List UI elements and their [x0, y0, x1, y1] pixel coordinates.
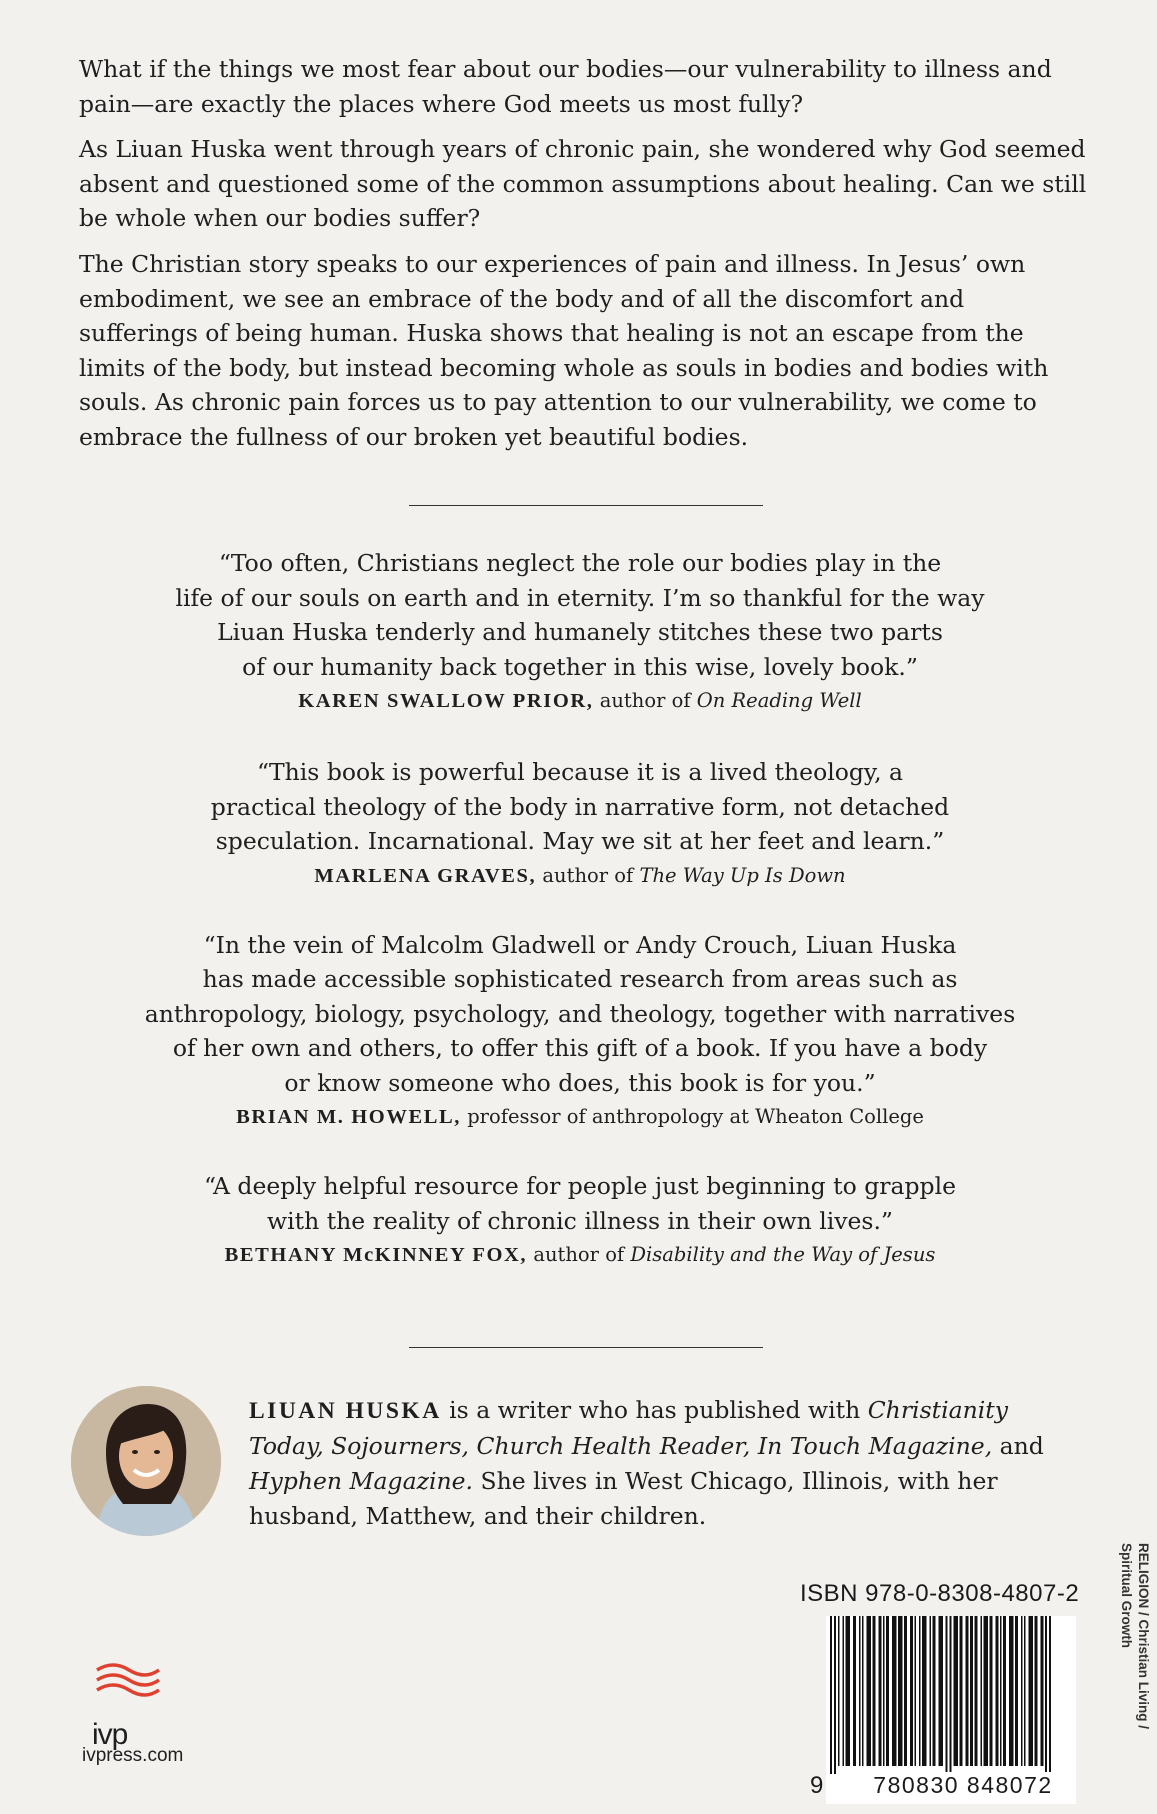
publisher-logo-text: ivp — [92, 1718, 128, 1751]
description — [79, 52, 1089, 466]
barcode-bar — [1041, 1616, 1044, 1766]
endorsement-quote: “In the vein of Malcolm Gladwell or Andy Crouch, Liuan Huska has made accessible sophisticated research from areas such as anthropology, biology, psychology, and theology, together with narratives of her own and others, to offer this gift of a book. If you have a body or know someone who does, this book is for you.” — [144, 930, 1016, 1097]
endorsement-attribution: BETHANY McKINNEY FOX, author of Disability and the Way of Jesus — [224, 1243, 936, 1266]
barcode-bar — [1024, 1616, 1026, 1766]
publications: Christianity Today, Sojourners, Church Health Reader, In Touch Magazine, — [249, 1396, 1008, 1460]
barcode-bar — [946, 1616, 948, 1774]
endorsement — [120, 755, 1040, 891]
endorser-book: The Way Up Is Down — [639, 863, 846, 887]
barcode-bar — [1003, 1616, 1006, 1766]
barcode-bar — [933, 1616, 936, 1766]
barcode-bar — [915, 1616, 917, 1766]
barcode-bar — [996, 1616, 999, 1766]
endorsement-quote: “This book is powerful because it is a lived theology, a practical theology of the body in narrative form, not detached speculation. Incarnational. May we sit at her feet and learn.” — [210, 758, 950, 855]
barcode-bar — [904, 1616, 907, 1766]
barcode-bar — [960, 1616, 963, 1766]
endorser-name: KAREN SWALLOW PRIOR, — [298, 690, 594, 712]
barcode-bar — [950, 1616, 952, 1774]
endorser-book: Disability and the Way of Jesus — [630, 1243, 936, 1266]
barcode-bar — [954, 1616, 959, 1766]
endorsement — [120, 928, 1040, 1133]
publications: Hyphen Magazine. — [249, 1467, 473, 1495]
barcode-bar — [922, 1616, 927, 1766]
barcode-bar — [990, 1616, 993, 1766]
author-name: LIUAN HUSKA — [249, 1398, 442, 1424]
barcode-bar — [879, 1616, 882, 1766]
barcode-bar — [1015, 1616, 1018, 1766]
barcode-bar — [843, 1616, 845, 1766]
intro-paragraph-2: As Liuan Huska went through years of chronic pain, she wondered why God seemed absent and questioned some of the common assumptions about healing. Can we still be whole when our bodies suffer? — [79, 135, 1087, 233]
endorser-name: BRIAN M. HOWELL, — [236, 1106, 461, 1128]
barcode-bar — [975, 1616, 978, 1766]
endorsement — [120, 546, 1040, 716]
endorsement-attribution: BRIAN M. HOWELL, professor of anthropology at Wheaton College — [236, 1105, 924, 1128]
barcode-bar — [910, 1616, 913, 1766]
divider-bottom — [409, 1347, 763, 1348]
barcode-bar — [966, 1616, 969, 1766]
ivp-logo-icon — [93, 1648, 163, 1718]
barcode-bar — [1009, 1616, 1014, 1766]
barcode-bar — [873, 1616, 876, 1766]
barcode-bar — [1000, 1616, 1002, 1766]
barcode-bar — [1049, 1616, 1051, 1774]
barcode-bar — [1029, 1616, 1034, 1766]
barcode-bar — [862, 1616, 864, 1766]
barcode-bar — [886, 1616, 889, 1766]
endorsement-attribution: MARLENA GRAVES, author of The Way Up Is Down — [314, 863, 846, 887]
barcode-bar — [830, 1616, 832, 1774]
author-bio: LIUAN HUSKA is a writer who has published with Christianity Today, Sojourners, Church Health Reader, In Touch Magazine, and Hyphen Magazine. She lives in West Chicago, Illinois, with her husband, Matthew, and their children. — [249, 1396, 1044, 1530]
endorsements — [120, 546, 1040, 1307]
barcode-bar — [867, 1616, 872, 1766]
endorsement-quote: “Too often, Christians neglect the role our bodies play in the life of our souls on earth and in eternity. I’m so thankful for the way Liuan Huska tenderly and humanely stitches these two parts of our humanity back together in this wise, lovely book.” — [175, 549, 985, 681]
barcode-digits: 780830 848072 — [850, 1772, 1076, 1799]
isbn: ISBN 978-0-8308-4807-2 — [800, 1580, 1080, 1607]
divider-top — [409, 505, 763, 506]
barcode-bar — [838, 1616, 840, 1766]
barcode-first-digit: 9 — [810, 1772, 824, 1799]
intro-paragraph-1: What if the things we most fear about our bodies—our vulnerability to illness and pain—are exactly the places where God meets us most fully? — [79, 55, 1052, 118]
publisher-website-visible: ivpress.com — [82, 1745, 184, 1766]
author-photo — [71, 1386, 221, 1536]
endorser-name: BETHANY McKINNEY FOX, — [224, 1244, 528, 1266]
barcode-bar — [919, 1616, 921, 1766]
barcode-bar — [1035, 1616, 1038, 1766]
barcode-bar — [1021, 1616, 1023, 1766]
endorser-name: MARLENA GRAVES, — [314, 864, 537, 887]
barcode-bar — [883, 1616, 885, 1766]
barcode-bar — [984, 1616, 989, 1766]
bisac-category: RELIGION / Christian Living / Spiritual Growth — [1119, 1543, 1151, 1730]
barcode-bar — [859, 1616, 861, 1766]
barcode-bar — [853, 1616, 856, 1766]
barcode-bar — [1045, 1616, 1047, 1774]
barcode-bar — [970, 1616, 973, 1766]
endorsement-quote: “A deeply helpful resource for people just beginning to grapple with the reality of chronic illness in their own lives.” — [203, 1172, 957, 1235]
endorsement — [120, 1169, 1040, 1270]
barcode-bar — [898, 1616, 903, 1766]
barcode-bar — [892, 1616, 897, 1766]
barcode-bar — [981, 1616, 983, 1766]
barcode-bar — [930, 1616, 932, 1766]
endorsement-attribution: KAREN SWALLOW PRIOR, author of On Reading Well — [298, 689, 862, 712]
intro-paragraph-3: The Christian story speaks to our experiences of pain and illness. In Jesus’ own embodiment, we see an embrace of the body and of all the discomfort and sufferings of being human. Huska shows that healing is not an escape from the limits of the body, but instead becoming whole as souls in bodies and bodies with souls. As chronic pain forces us to pay attention to our vulnerability, we come to embrace the fullness of our broken yet beautiful bodies. — [79, 249, 1049, 451]
barcode-bar — [846, 1616, 851, 1766]
barcode-bar — [834, 1616, 836, 1774]
barcode-bar — [939, 1616, 944, 1766]
endorser-book: On Reading Well — [696, 689, 862, 712]
